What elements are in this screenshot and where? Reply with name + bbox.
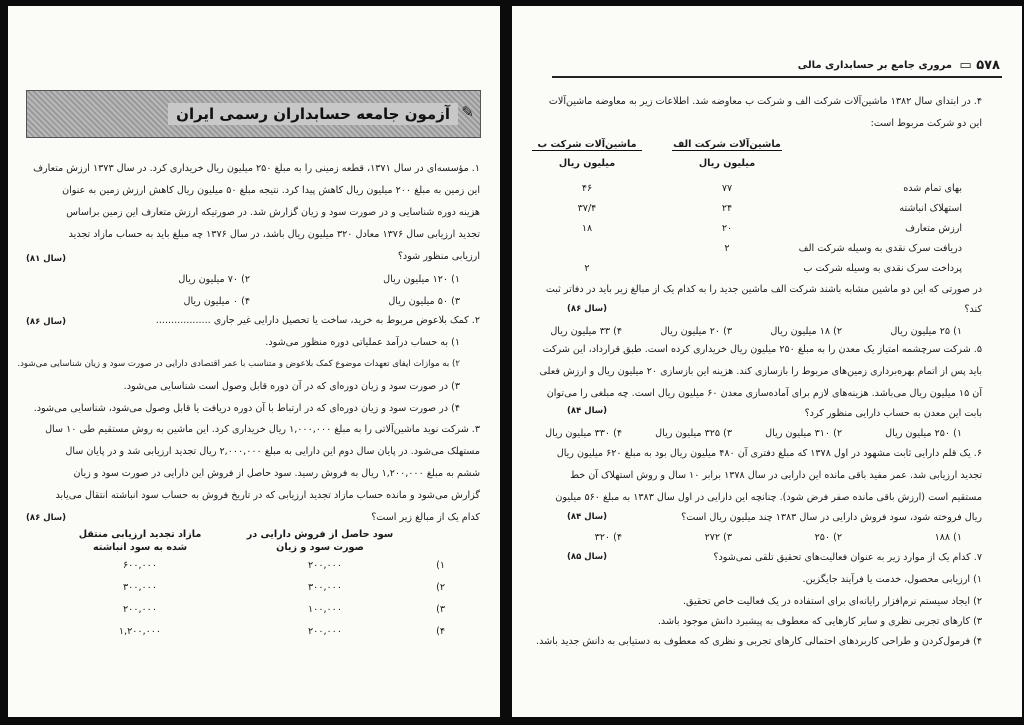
- q4-option-1: ۱) ۲۵ میلیون ریال: [890, 326, 962, 337]
- q3-row1-num: ۱): [436, 560, 445, 571]
- q3-row1-gain: ۲۰۰,۰۰۰: [308, 560, 342, 571]
- q6-option-4: ۴) ۳۲۰: [594, 532, 622, 543]
- q1-option-2: ۲) ۷۰ میلیون ریال: [178, 274, 250, 285]
- q5-year: (سال ۸۴): [567, 406, 608, 416]
- q7-option-2: ۲) ایجاد سیستم نرم‌افزار رایانه‌ای برای استفاده در یک فعالیت خاص تحقیق.: [682, 596, 982, 607]
- q2-option-3: ۳) در صورت سود و زیان دوره‌ای که در آن دوره قابل وصول است شناسایی می‌شود.: [123, 381, 460, 392]
- q3-col-gain-header: سود حاصل از فروش دارایی در صورت سود و زیان: [246, 529, 394, 553]
- left-page: [8, 6, 500, 717]
- q3-line-5: کدام یک از مبالغ زیر است؟: [371, 512, 480, 523]
- q3-col-surplus-header: مازاد تجدید ارزیابی منتقل شده به سود انباشته: [78, 529, 202, 553]
- banner-title: آزمون جامعه حسابداران رسمی ایران: [168, 103, 458, 125]
- q4-tail-1: در صورتی که این دو ماشین مشابه باشند شرکت الف ماشین جدید را به کدام یک از مبالغ زیر باید در دفاتر ثبت: [545, 284, 982, 295]
- q2-option-4: ۴) در صورت سود و زیان دوره‌ای که در ارتباط با آن دوره دریافت یا قابل وصول می‌شود، شناسایی می‌شود.: [33, 403, 460, 414]
- q3-row4-num: ۴): [436, 626, 445, 637]
- q2-year: (سال ۸۶): [26, 317, 67, 327]
- q4-row2-a: ۲۴: [721, 203, 733, 214]
- q4-unit-a: میلیون ریال: [698, 158, 756, 169]
- q1-line-2: این زمین به مبلغ ۲۰۰ میلیون ریال کاهش پیدا کرد. نتیجه مبلغ ۵۰ میلیون ریال کاهش ارزش زمین به عنوان: [62, 185, 480, 196]
- q4-row5-b: ۲: [584, 263, 590, 274]
- q4-year: (سال ۸۶): [567, 304, 608, 314]
- q1-line-1: ۱. مؤسسه‌ای در سال ۱۳۷۱، قطعه زمینی را به مبلغ ۲۵۰ میلیون ریال خریداری کرد. در سال ۱۳۷۳ ارزش متعارف: [33, 163, 480, 174]
- q6-line-1: ۶. یک قلم دارایی ثابت مشهود در اول ۱۳۷۸ که مبلغ دفتری آن ۴۸۰ میلیون ریال بود به مبلغ ۶۲۰ میلیون ریال: [556, 448, 982, 459]
- q4-row3-b: ۱۸: [581, 223, 593, 234]
- q6-option-2: ۲) ۲۵۰: [814, 532, 842, 543]
- q1-year: (سال ۸۱): [26, 254, 67, 264]
- q4-col-a-header: ماشین‌آلات شرکت الف: [673, 139, 781, 150]
- q3-line-3: ششم به مبلغ ۱,۲۰۰,۰۰۰ ریال به فروش رسید. سود حاصل از فروش این دارایی در صورت سود و زیان: [73, 468, 480, 479]
- right-page: [512, 6, 1022, 717]
- q3-line-4: گزارش می‌شود و مانده حساب مازاد تجدید ارزیابی که در تاریخ فروش به حساب سود انباشته انتقال می‌یابد: [55, 490, 480, 501]
- page-header-title: مروری جامع بر حسابداری مالی: [797, 60, 952, 71]
- q5-option-3: ۳) ۳۲۵ میلیون ریال: [655, 428, 732, 439]
- q5-option-4: ۴) ۳۳۰ میلیون ریال: [545, 428, 622, 439]
- q3-row3-surplus: ۲۰۰,۰۰۰: [123, 604, 157, 615]
- q4-row1-a: ۷۷: [721, 183, 733, 194]
- q4-row5-label: پرداخت سرک نقدی به وسیله شرکت ب: [803, 263, 962, 274]
- q3-row2-surplus: ۳۰۰,۰۰۰: [123, 582, 157, 593]
- q5-option-2: ۲) ۳۱۰ میلیون ریال: [765, 428, 842, 439]
- q3-row2-gain: ۳۰۰,۰۰۰: [308, 582, 342, 593]
- q7-option-4: ۴) فرمول‌کردن و طراحی کاربردهای احتمالی کارهای تجربی و نظری که معطوف به دستیابی به دانش جدید باشد.: [536, 636, 982, 647]
- q1-line-4: تجدید ارزیابی سال ۱۳۷۶ معادل ۳۲۰ میلیون ریال باشد، در سال ۱۳۷۶ چه مبلغ باید به حساب مازاد تجدید: [68, 229, 480, 240]
- q4-row1-b: ۴۶: [581, 183, 593, 194]
- q3-year: (سال ۸۶): [26, 513, 67, 523]
- q3-row1-surplus: ۶۰۰,۰۰۰: [123, 560, 157, 571]
- q6-option-1: ۱) ۱۸۸: [934, 532, 962, 543]
- q4-tail-2: کند؟: [964, 304, 982, 315]
- q1-line-5: ارزیابی منظور شود؟: [397, 251, 480, 262]
- q1-line-3: هزینه دوره شناسایی و در صورت سود و زیان گزارش شد. در صورتیکه ارزش متعارف این زمین براساس: [66, 207, 480, 218]
- q4-row3-label: ارزش متعارف: [905, 223, 962, 234]
- q5-option-1: ۱) ۲۵۰ میلیون ریال: [885, 428, 962, 439]
- q2-option-1: ۱) به حساب درآمد عملیاتی دوره منظور می‌شود.: [265, 337, 460, 348]
- q2-stem: ۲. کمک بلاعوض مربوط به خرید، ساخت یا تحصیل دارایی غیر جاری ..................: [155, 315, 480, 326]
- q5-line-4: بابت این معدن به حساب دارایی منظور کرد؟: [804, 408, 982, 419]
- q4-row1-label: بهای تمام شده: [903, 183, 962, 194]
- book-icon: ▭: [959, 58, 972, 73]
- q7-option-1: ۱) ارزیابی محصول، خدمت یا فرآیند جایگزین.: [802, 574, 982, 585]
- q7-year: (سال ۸۵): [567, 552, 608, 562]
- q3-row2-num: ۲): [436, 582, 445, 593]
- q1-option-4: ۴) ۰ میلیون ریال: [183, 296, 250, 307]
- q3-row4-surplus: ۱,۲۰۰,۰۰۰: [118, 626, 162, 637]
- q4-row4-label: دریافت سرک نقدی به وسیله شرکت الف: [798, 243, 962, 254]
- q4-row2-b: ۳۷/۴: [577, 203, 597, 214]
- q4-option-4: ۴) ۳۳ میلیون ریال: [550, 326, 622, 337]
- q4-option-2: ۲) ۱۸ میلیون ریال: [770, 326, 842, 337]
- q7-option-3: ۳) کارهای تجربی نظری و سایر کارهایی که معطوف به پیشبرد دانش موجود باشد.: [657, 616, 982, 627]
- q2-option-2: ۲) به موازات ایفای تعهدات موضوع کمک بلاعوض و متناسب با عمر اقتصادی دارایی در صورت سود و زیان شناسایی می‌شود.: [17, 359, 460, 369]
- q6-option-3: ۳) ۲۷۲: [704, 532, 732, 543]
- q3-line-1: ۳. شرکت نوید ماشین‌آلاتی را به مبلغ ۱,۰۰۰,۰۰۰ ریال خریداری کرد. این ماشین به روش مستقیم طی ۱۰ سال: [45, 424, 480, 435]
- page-number: ▭ ۵۷۸: [959, 58, 1000, 73]
- q4-row3-a: ۲۰: [721, 223, 733, 234]
- q1-option-1: ۱) ۱۲۰ میلیون ریال: [383, 274, 460, 285]
- q6-line-2: تجدید ارزیابی شد. عمر مفید باقی مانده این دارایی در سال ۱۳۷۸ برابر ۱۰ سال و روش استهلاک آن خط: [570, 470, 982, 481]
- q6-line-4: ریال فروخته شود، سود فروش دارایی در سال ۱۳۸۳ چند میلیون ریال است؟: [681, 512, 982, 523]
- q3-line-2: مستهلک می‌شود. در پایان سال دوم این دارایی به مبلغ ۲,۰۰۰,۰۰۰ ریال تجدید ارزیابی شد و در پایان سال: [65, 446, 480, 457]
- q4-col-b-header: ماشین‌آلات شرکت ب: [532, 139, 642, 151]
- q5-line-2: باید پس از اتمام بهره‌برداری زمین‌های مربوط را بازسازی کند. هزینه این بازسازی ۲۰ میلیون ریال و ارزش فعلی: [539, 366, 982, 377]
- q3-row4-gain: ۲۰۰,۰۰۰: [308, 626, 342, 637]
- q4-option-3: ۳) ۲۰ میلیون ریال: [660, 326, 732, 337]
- q3-row3-num: ۳): [436, 604, 445, 615]
- q4-unit-b: میلیون ریال: [558, 158, 616, 169]
- q6-line-3: مستقیم است (ارزش باقی مانده صفر فرض شود). چنانچه این دارایی در اول سال ۱۳۸۳ به مبلغ ۵۶۰ میلیون: [555, 492, 982, 503]
- q4-row4-a: ۲: [724, 243, 730, 254]
- q6-year: (سال ۸۴): [567, 512, 608, 522]
- q5-line-1: ۵. شرکت سرچشمه امتیاز یک معدن را به مبلغ ۲۵۰ میلیون ریال خریداری کرده است. طبق قرارداد، این شرکت: [542, 344, 982, 355]
- q3-row3-gain: ۱۰۰,۰۰۰: [308, 604, 342, 615]
- pen-icon: ✎: [461, 103, 474, 121]
- q4-line-2: این دو شرکت مربوط است:: [870, 118, 982, 129]
- q4-line-1: ۴. در ابتدای سال ۱۳۸۲ ماشین‌آلات شرکت الف و شرکت ب معاوضه شد. اطلاعات زیر به معاوضه ماشین‌آلات: [548, 96, 982, 107]
- exam-banner: [26, 90, 481, 138]
- q5-line-3: آن ۱۵ میلیون ریال می‌باشد. هزینه‌های لازم برای آماده‌سازی معدن ۶۰ میلیون ریال است. چه مبلغی را می‌توان: [546, 388, 982, 399]
- q4-row2-label: استهلاک انباشته: [899, 203, 962, 214]
- q1-option-3: ۳) ۵۰ میلیون ریال: [388, 296, 460, 307]
- header-rule: [552, 76, 1002, 78]
- q7-stem: ۷. کدام یک از موارد زیر به عنوان فعالیت‌های تحقیق تلقی نمی‌شود؟: [713, 552, 982, 563]
